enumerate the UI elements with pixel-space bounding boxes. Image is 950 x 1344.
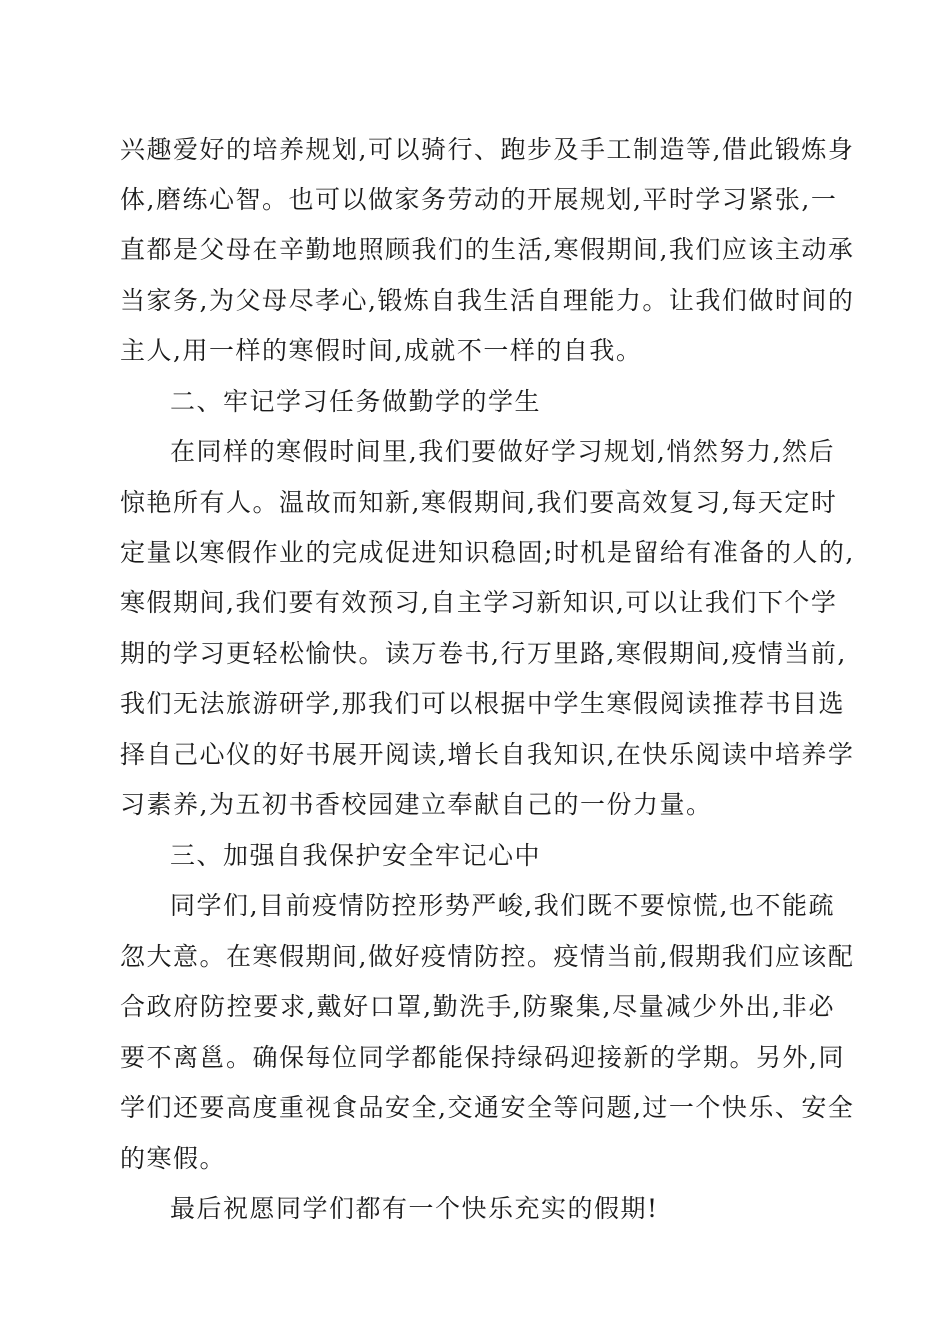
body-text-line: 择自己心仪的好书展开阅读,增长自我知识,在快乐阅读中培养学 (120, 740, 855, 769)
body-text-line: 主人,用一样的寒假时间,成就不一样的自我。 (120, 336, 643, 365)
body-text-line: 忽大意。在寒假期间,做好疫情防控。疫情当前,假期我们应该配 (120, 942, 855, 971)
section-heading: 三、加强自我保护安全牢记心中 (170, 841, 542, 870)
closing-line: 最后祝愿同学们都有一个快乐充实的假期! (170, 1194, 659, 1223)
body-text-line: 要不离邕。确保每位同学都能保持绿码迎接新的学期。另外,同 (120, 1043, 845, 1072)
body-text-line: 的寒假。 (120, 1144, 227, 1173)
paragraph-first-line: 在同样的寒假时间里,我们要做好学习规划,悄然努力,然后 (170, 437, 835, 466)
body-text-line: 合政府防控要求,戴好口罩,勤洗手,防聚集,尽量减少外出,非必 (120, 992, 835, 1021)
body-text-line: 直都是父母在辛勤地照顾我们的生活,寒假期间,我们应该主动承 (120, 235, 855, 264)
body-text-line: 学们还要高度重视食品安全,交通安全等问题,过一个快乐、安全 (120, 1093, 855, 1122)
body-text-line: 寒假期间,我们要有效预习,自主学习新知识,可以让我们下个学 (120, 588, 838, 617)
paragraph-first-line: 同学们,目前疫情防控形势严峻,我们既不要惊慌,也不能疏 (170, 891, 835, 920)
body-text-line: 定量以寒假作业的完成促进知识稳固;时机是留给有准备的人的, (120, 538, 855, 567)
body-text-line: 当家务,为父母尽孝心,锻炼自我生活自理能力。让我们做时间的 (120, 286, 855, 315)
body-text-line: 我们无法旅游研学,那我们可以根据中学生寒假阅读推荐书目选 (120, 689, 845, 718)
body-text-line: 习素养,为五初书香校园建立奉献自己的一份力量。 (120, 790, 713, 819)
section-heading: 二、牢记学习任务做勤学的学生 (170, 387, 542, 416)
body-text-line: 期的学习更轻松愉快。读万卷书,行万里路,寒假期间,疫情当前, (120, 639, 847, 668)
body-text-line: 体,磨练心智。也可以做家务劳动的开展规划,平时学习紧张,一 (120, 185, 838, 214)
body-text-line: 兴趣爱好的培养规划,可以骑行、跑步及手工制造等,借此锻炼身 (120, 135, 855, 164)
body-text-line: 惊艳所有人。温故而知新,寒假期间,我们要高效复习,每天定时 (120, 488, 838, 517)
